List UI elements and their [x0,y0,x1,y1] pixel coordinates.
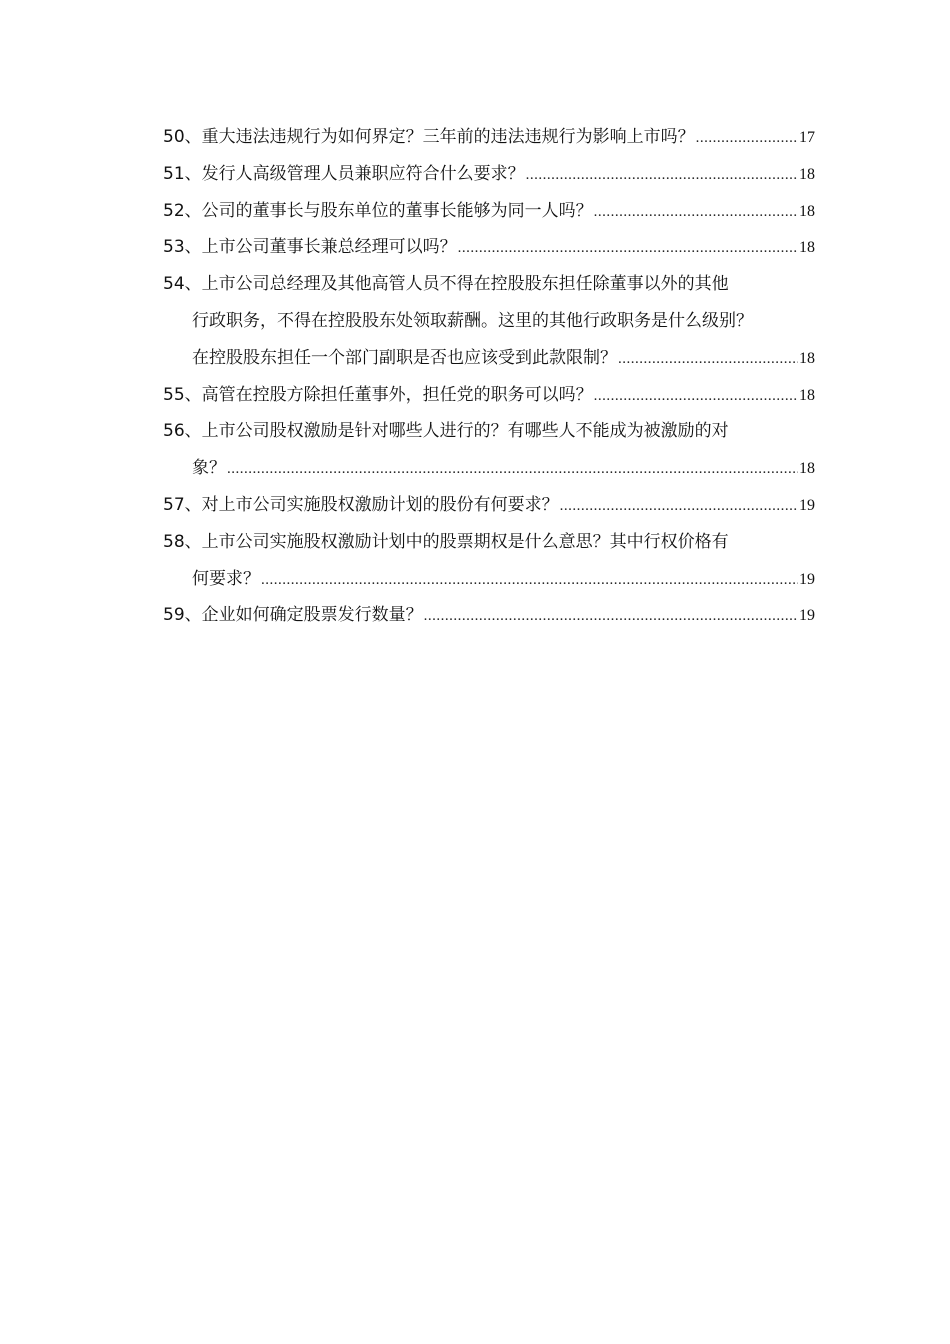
toc-page-number: 18 [799,386,815,404]
toc-entry-number: 50、 [163,127,202,147]
toc-page-number: 19 [799,607,815,625]
toc-entry-number: 53、 [163,237,202,258]
table-of-contents [163,119,815,634]
toc-entry-number: 56、 [163,421,202,442]
toc-line [163,413,815,450]
toc-entry-number: 51、 [163,163,202,184]
toc-page-number: 18 [799,239,815,257]
toc-page-number: 19 [799,496,815,514]
toc-entry-title: 重大违法违规行为如何界定？三年前的违法违规行为影响上市吗？ [201,127,695,147]
toc-page-number: 19 [799,570,815,588]
toc-entry-title: 公司的董事长与股东单位的董事长能够为同一人吗？ [201,200,593,221]
dot-leader [526,157,798,194]
toc-page-number: 18 [799,165,815,183]
toc-line [163,303,815,340]
toc-line [163,156,815,193]
dot-leader [696,120,798,157]
toc-entry[interactable] [163,119,815,156]
toc-entry-title: 企业如何确定股票发行数量？ [201,605,423,626]
dot-leader [261,562,798,599]
dot-leader [227,451,798,488]
dot-leader [594,194,798,231]
toc-entry[interactable] [163,266,815,376]
toc-entry-number: 58、 [163,531,202,552]
toc-entry-number: 54、 [163,274,202,295]
toc-entry-number: 52、 [163,200,202,221]
toc-page-number: 18 [799,349,815,367]
toc-entry-title: 上市公司总经理及其他高管人员不得在控股股东担任除董事以外的其他 [201,274,729,295]
dot-leader [560,488,798,525]
toc-entry[interactable] [163,524,815,598]
dot-leader [594,378,798,415]
dot-leader [458,230,798,267]
toc-line [163,561,815,598]
toc-entry-title: 上市公司实施股权激励计划中的股票期权是什么意思？其中行权价格有 [201,531,729,552]
toc-line [163,193,815,230]
toc-entry-title: 发行人高级管理人员兼职应符合什么要求？ [201,163,525,184]
dot-leader [618,341,798,378]
toc-line [163,229,815,266]
toc-line [163,119,815,156]
toc-entry-number: 55、 [163,384,202,405]
toc-entry-number: 57、 [163,494,202,515]
toc-line [163,487,815,524]
toc-entry-title: 上市公司董事长兼总经理可以吗？ [201,237,457,258]
toc-entry-number: 59、 [163,605,202,626]
toc-entry-title: 高管在控股方除担任董事外，担任党的职务可以吗？ [201,384,593,405]
toc-entry[interactable] [163,487,815,524]
toc-entry[interactable] [163,193,815,230]
toc-page-number: 17 [799,129,815,146]
toc-entry-title: 对上市公司实施股权激励计划的股份有何要求？ [201,494,559,515]
toc-entry[interactable] [163,229,815,266]
toc-line [163,377,815,414]
toc-entry[interactable] [163,377,815,414]
toc-entry-title: 象？ [192,458,226,479]
toc-line [163,266,815,303]
toc-entry[interactable] [163,597,815,634]
toc-entry-title: 行政职务，不得在控股股东处领取薪酬。这里的其他行政职务是什么级别？ [192,310,753,331]
toc-entry-title: 上市公司股权激励是针对哪些人进行的？有哪些人不能成为被激励的对 [201,421,729,442]
toc-entry[interactable] [163,413,815,487]
dot-leader [424,598,798,635]
toc-entry-title: 在控股股东担任一个部门副职是否也应该受到此款限制？ [192,347,617,368]
toc-line [163,340,815,377]
toc-entry[interactable] [163,156,815,193]
toc-line [163,450,815,487]
toc-line [163,597,815,634]
toc-page-number: 18 [799,202,815,220]
toc-entry-title: 何要求？ [192,568,260,589]
toc-line [163,524,815,561]
toc-page-number: 18 [799,460,815,478]
